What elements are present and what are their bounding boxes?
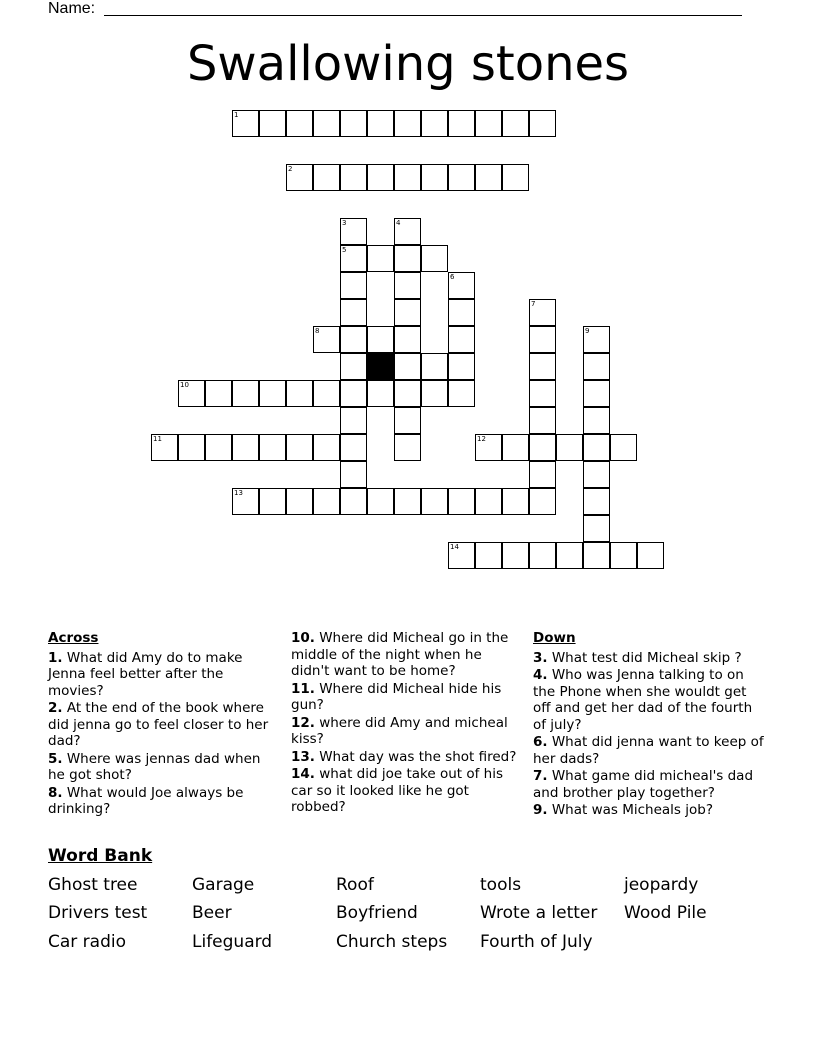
grid-cell[interactable] xyxy=(448,488,475,515)
clue-item xyxy=(533,802,765,819)
grid-cell[interactable] xyxy=(259,434,286,461)
clue-item-text: what did joe take out of his car so it looked like he got robbed? xyxy=(291,766,503,815)
clue-item-number: 12. xyxy=(291,714,315,731)
grid-cell[interactable] xyxy=(448,353,475,380)
grid-cell[interactable] xyxy=(421,380,448,407)
grid-cell[interactable] xyxy=(367,245,394,272)
grid-cell[interactable] xyxy=(313,110,340,137)
down-heading: Down xyxy=(533,630,576,646)
clue-item xyxy=(48,650,270,700)
grid-cell[interactable] xyxy=(340,326,367,353)
grid-cell[interactable] xyxy=(421,245,448,272)
word-bank-item: Wrote a letter xyxy=(480,903,598,923)
clue-item-text: What day was the shot fired? xyxy=(314,748,517,765)
clue-number: 2 xyxy=(288,165,293,173)
clue-item-number: 11. xyxy=(291,680,315,697)
grid-cell[interactable] xyxy=(394,272,421,299)
clue-item-number: 6. xyxy=(533,734,548,750)
clue-item-text: Where did Micheal go in the middle of the night when he didn't want to be home? xyxy=(291,630,509,679)
clue-item xyxy=(291,766,519,816)
grid-cell[interactable] xyxy=(448,542,475,569)
grid-cell[interactable] xyxy=(529,110,556,137)
clue-item-text: What was Micheals job? xyxy=(547,802,713,818)
grid-cell[interactable] xyxy=(340,434,367,461)
grid-cell[interactable] xyxy=(529,488,556,515)
grid-cell[interactable] xyxy=(313,434,340,461)
grid-cell[interactable] xyxy=(286,488,313,515)
grid-cell[interactable] xyxy=(556,434,583,461)
grid-cell[interactable] xyxy=(583,407,610,434)
grid-cell[interactable] xyxy=(421,164,448,191)
grid-cell[interactable] xyxy=(421,488,448,515)
grid-cell[interactable] xyxy=(475,542,502,569)
grid-cell[interactable] xyxy=(448,110,475,137)
grid-cell[interactable] xyxy=(259,110,286,137)
grid-cell[interactable] xyxy=(340,245,367,272)
grid-cell[interactable] xyxy=(394,326,421,353)
grid-cell[interactable] xyxy=(448,299,475,326)
clue-item-number: 9. xyxy=(533,802,548,818)
clue-number: 1 xyxy=(234,111,239,119)
word-bank-item: Car radio xyxy=(48,932,127,952)
grid-cell[interactable] xyxy=(394,299,421,326)
grid-cell[interactable] xyxy=(448,380,475,407)
clue-item-number: 2. xyxy=(48,700,63,716)
clue-item-text: Where was jennas dad when he got shot? xyxy=(48,750,261,783)
grid-cell[interactable] xyxy=(502,434,529,461)
clue-item-text: What test did Micheal skip ? xyxy=(547,649,742,666)
grid-cell[interactable] xyxy=(259,380,286,407)
grid-cell[interactable] xyxy=(448,326,475,353)
clue-item xyxy=(48,785,270,818)
clue-number: 6 xyxy=(450,273,455,281)
grid-cell[interactable] xyxy=(610,542,637,569)
word-bank-item: tools xyxy=(480,875,522,895)
clue-item-number: 14. xyxy=(291,766,315,782)
grid-cell[interactable] xyxy=(286,164,313,191)
name-label: Name: xyxy=(48,0,96,17)
grid-cell[interactable] xyxy=(340,488,367,515)
grid-cell[interactable] xyxy=(394,110,421,137)
clue-item xyxy=(533,734,765,767)
clue-item xyxy=(291,749,519,766)
clue-number: 7 xyxy=(531,300,536,308)
across-heading: Across xyxy=(48,630,99,646)
grid-cell[interactable] xyxy=(394,218,421,245)
clue-number: 9 xyxy=(585,327,590,335)
clue-item-text: What would Joe always be drinking? xyxy=(48,784,244,817)
word-bank-item: Boyfriend xyxy=(336,903,418,923)
grid-cell[interactable] xyxy=(448,272,475,299)
grid-cell[interactable] xyxy=(340,299,367,326)
clue-number: 13 xyxy=(234,489,243,497)
grid-cell[interactable] xyxy=(313,488,340,515)
clue-item xyxy=(291,630,519,680)
grid-cell[interactable] xyxy=(340,110,367,137)
grid-cell[interactable] xyxy=(502,110,529,137)
clue-number: 14 xyxy=(450,543,459,551)
word-bank-item: Beer xyxy=(192,903,232,923)
clue-item-text: where did Amy and micheal kiss? xyxy=(291,714,508,747)
grid-cell[interactable] xyxy=(556,542,583,569)
grid-cell[interactable] xyxy=(367,326,394,353)
clue-item xyxy=(291,681,519,714)
across-clues-column-1 xyxy=(48,630,270,819)
grid-cell[interactable] xyxy=(529,407,556,434)
clue-item xyxy=(533,667,765,733)
page-title: Swallowing stones xyxy=(186,36,630,92)
grid-cell[interactable] xyxy=(313,326,340,353)
clue-number: 5 xyxy=(342,246,347,254)
clue-number: 11 xyxy=(153,435,162,443)
grid-cell[interactable] xyxy=(637,542,664,569)
grid-cell[interactable] xyxy=(421,353,448,380)
clue-item xyxy=(291,715,519,748)
grid-cell[interactable] xyxy=(502,542,529,569)
clue-item-text: At the end of the book where did jenna go to feel closer to her dad? xyxy=(48,700,269,749)
grid-cell[interactable] xyxy=(232,488,259,515)
grid-cell[interactable] xyxy=(502,164,529,191)
across-clues-column-2 xyxy=(291,630,519,817)
grid-cell[interactable] xyxy=(394,380,421,407)
word-bank-item: Drivers test xyxy=(48,903,148,923)
word-bank-item: Roof xyxy=(336,875,374,895)
word-bank-item: Wood Pile xyxy=(624,903,707,923)
clue-item-number: 4. xyxy=(533,667,548,683)
grid-cell[interactable] xyxy=(475,434,502,461)
grid-cell[interactable] xyxy=(583,542,610,569)
grid-cell[interactable] xyxy=(178,434,205,461)
clue-number: 10 xyxy=(180,381,189,389)
clue-item-text: Who was Jenna talking to on the Phone when she wouldt get off and get her dad of the fourth of july? xyxy=(533,667,753,733)
grid-cell[interactable] xyxy=(340,353,367,380)
grid-cell[interactable] xyxy=(394,488,421,515)
grid-cell[interactable] xyxy=(583,488,610,515)
word-bank-item: Garage xyxy=(192,875,255,895)
grid-cell[interactable] xyxy=(367,488,394,515)
clue-item-text: What game did micheal's dad and brother play together? xyxy=(533,768,754,801)
grid-cell[interactable] xyxy=(340,272,367,299)
grid-cell[interactable] xyxy=(421,110,448,137)
grid-cell[interactable] xyxy=(610,434,637,461)
grid-cell[interactable] xyxy=(394,434,421,461)
grid-cell[interactable] xyxy=(583,380,610,407)
grid-cell[interactable] xyxy=(205,434,232,461)
clue-item-number: 8. xyxy=(48,784,63,801)
word-bank-item: Ghost tree xyxy=(48,875,138,895)
grid-cell[interactable] xyxy=(286,380,313,407)
grid-cell[interactable] xyxy=(529,353,556,380)
grid-cell[interactable] xyxy=(583,515,610,542)
word-bank-item: Lifeguard xyxy=(192,932,273,952)
clue-item-number: 5. xyxy=(48,750,63,767)
down-clues-column xyxy=(533,630,765,820)
grid-cell[interactable] xyxy=(583,326,610,353)
grid-cell[interactable] xyxy=(340,164,367,191)
grid-cell[interactable] xyxy=(502,488,529,515)
grid-cell[interactable] xyxy=(529,542,556,569)
clue-item xyxy=(533,768,765,801)
clue-item xyxy=(48,751,270,784)
clue-item-number: 10. xyxy=(291,630,315,646)
clue-number: 4 xyxy=(396,219,401,227)
grid-cell[interactable] xyxy=(178,380,205,407)
clue-item-number: 1. xyxy=(48,649,63,666)
grid-cell[interactable] xyxy=(583,434,610,461)
clue-item-number: 7. xyxy=(533,768,548,784)
word-bank-item: Fourth of July xyxy=(480,932,593,952)
word-bank-item: jeopardy xyxy=(624,875,699,895)
clue-item xyxy=(48,700,270,750)
grid-cell[interactable] xyxy=(367,110,394,137)
clue-number: 3 xyxy=(342,219,347,227)
grid-cell[interactable] xyxy=(340,407,367,434)
grid-cell[interactable] xyxy=(529,380,556,407)
grid-cell[interactable] xyxy=(151,434,178,461)
grid-cell[interactable] xyxy=(529,434,556,461)
grid-cell[interactable] xyxy=(583,461,610,488)
grid-cell[interactable] xyxy=(475,488,502,515)
grid-cell[interactable] xyxy=(367,380,394,407)
clue-item-number: 13. xyxy=(291,748,315,765)
grid-cell[interactable] xyxy=(232,380,259,407)
grid-cell[interactable] xyxy=(340,380,367,407)
grid-cell[interactable] xyxy=(394,353,421,380)
grid-cell[interactable] xyxy=(394,245,421,272)
grid-cell[interactable] xyxy=(286,110,313,137)
clue-number: 8 xyxy=(315,327,320,335)
grid-cell[interactable] xyxy=(394,164,421,191)
grid-cell[interactable] xyxy=(583,353,610,380)
word-bank-title: Word Bank xyxy=(48,846,153,866)
grid-cell[interactable] xyxy=(394,407,421,434)
grid-cell[interactable] xyxy=(313,380,340,407)
grid-cell[interactable] xyxy=(475,110,502,137)
clue-item-text: Where did Micheal hide his gun? xyxy=(291,680,502,713)
grid-cell[interactable] xyxy=(340,218,367,245)
grid-cell[interactable] xyxy=(232,110,259,137)
clue-item xyxy=(533,650,765,667)
clue-item-number: 3. xyxy=(533,649,548,666)
blocked-cell xyxy=(367,353,394,380)
grid-cell[interactable] xyxy=(205,380,232,407)
grid-cell[interactable] xyxy=(475,164,502,191)
grid-cell[interactable] xyxy=(529,326,556,353)
grid-cell[interactable] xyxy=(448,164,475,191)
grid-cell[interactable] xyxy=(367,164,394,191)
grid-cell[interactable] xyxy=(232,434,259,461)
clue-number: 12 xyxy=(477,435,486,443)
clue-item-text: What did jenna want to keep of her dads? xyxy=(533,734,764,767)
grid-cell[interactable] xyxy=(529,461,556,488)
clue-item-text: What did Amy do to make Jenna feel better after the movies? xyxy=(48,649,243,699)
grid-cell[interactable] xyxy=(340,461,367,488)
word-bank-item: Church steps xyxy=(336,932,448,952)
grid-cell[interactable] xyxy=(286,434,313,461)
grid-cell[interactable] xyxy=(529,299,556,326)
grid-cell[interactable] xyxy=(313,164,340,191)
grid-cell[interactable] xyxy=(259,488,286,515)
